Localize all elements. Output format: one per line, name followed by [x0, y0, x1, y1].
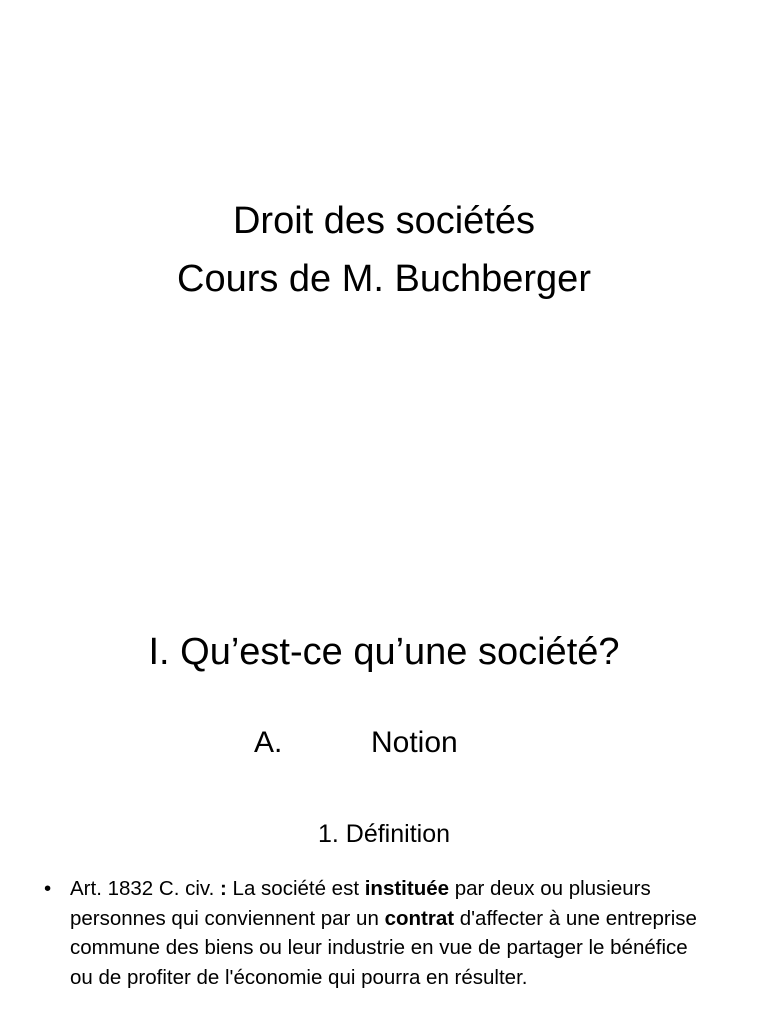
subsection-letter: A.: [254, 726, 283, 759]
definition-bold-contrat: contrat: [384, 906, 455, 930]
subsection-label: Notion: [371, 726, 458, 759]
subsubsection-heading: 1. Définition: [317, 820, 451, 848]
section-heading: I. Qu’est-ce qu’une société?: [148, 631, 620, 673]
definition-text-2: par deux ou plusieurs personnes qui conviennent par un: [70, 877, 651, 930]
article-reference: Art. 1832 C. civ.: [70, 877, 221, 900]
definition-text-3: d'affecter à une entreprise commune des biens ou leur industrie en vue de partager le bénéfice ou de profiter de l'économie qui pourra en résulter.: [70, 906, 697, 989]
definition-bold-instituee: instituée: [364, 877, 450, 900]
title-line-1: Droit des sociétés: [232, 200, 535, 242]
colon-separator: :: [220, 877, 227, 900]
title-line-2: Cours de M. Buchberger: [177, 258, 591, 300]
document-title: [0, 192, 768, 308]
list-item: [44, 874, 714, 992]
subsection-heading: [254, 722, 458, 764]
bullet-list: [44, 874, 714, 992]
bullet-icon: •: [44, 877, 52, 900]
definition-text-1: La société est: [226, 877, 365, 900]
